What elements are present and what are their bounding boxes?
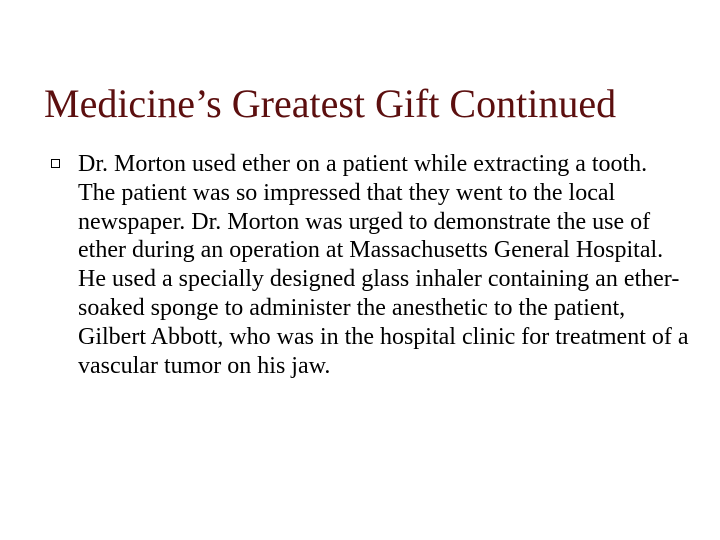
bullet-item bbox=[50, 150, 690, 380]
slide-title: Medicine’s Greatest Gift Continued bbox=[44, 81, 617, 126]
bullet-text: Dr. Morton used ether on a patient while extracting a tooth. The patient was so impressed that they went to the local newspaper. Dr. Morton was urged to demonstrate the use of ether during an operation at Massachusetts General Hospital. He used a specially designed glass inhaler containing an ether-soaked sponge to administer the anesthetic to the patient, Gilbert Abbott, who was in the hospital clinic for treatment of a vascular tumor on his jaw. bbox=[78, 151, 689, 379]
hollow-square-bullet-icon bbox=[51, 159, 60, 168]
bullet-list bbox=[50, 150, 690, 380]
